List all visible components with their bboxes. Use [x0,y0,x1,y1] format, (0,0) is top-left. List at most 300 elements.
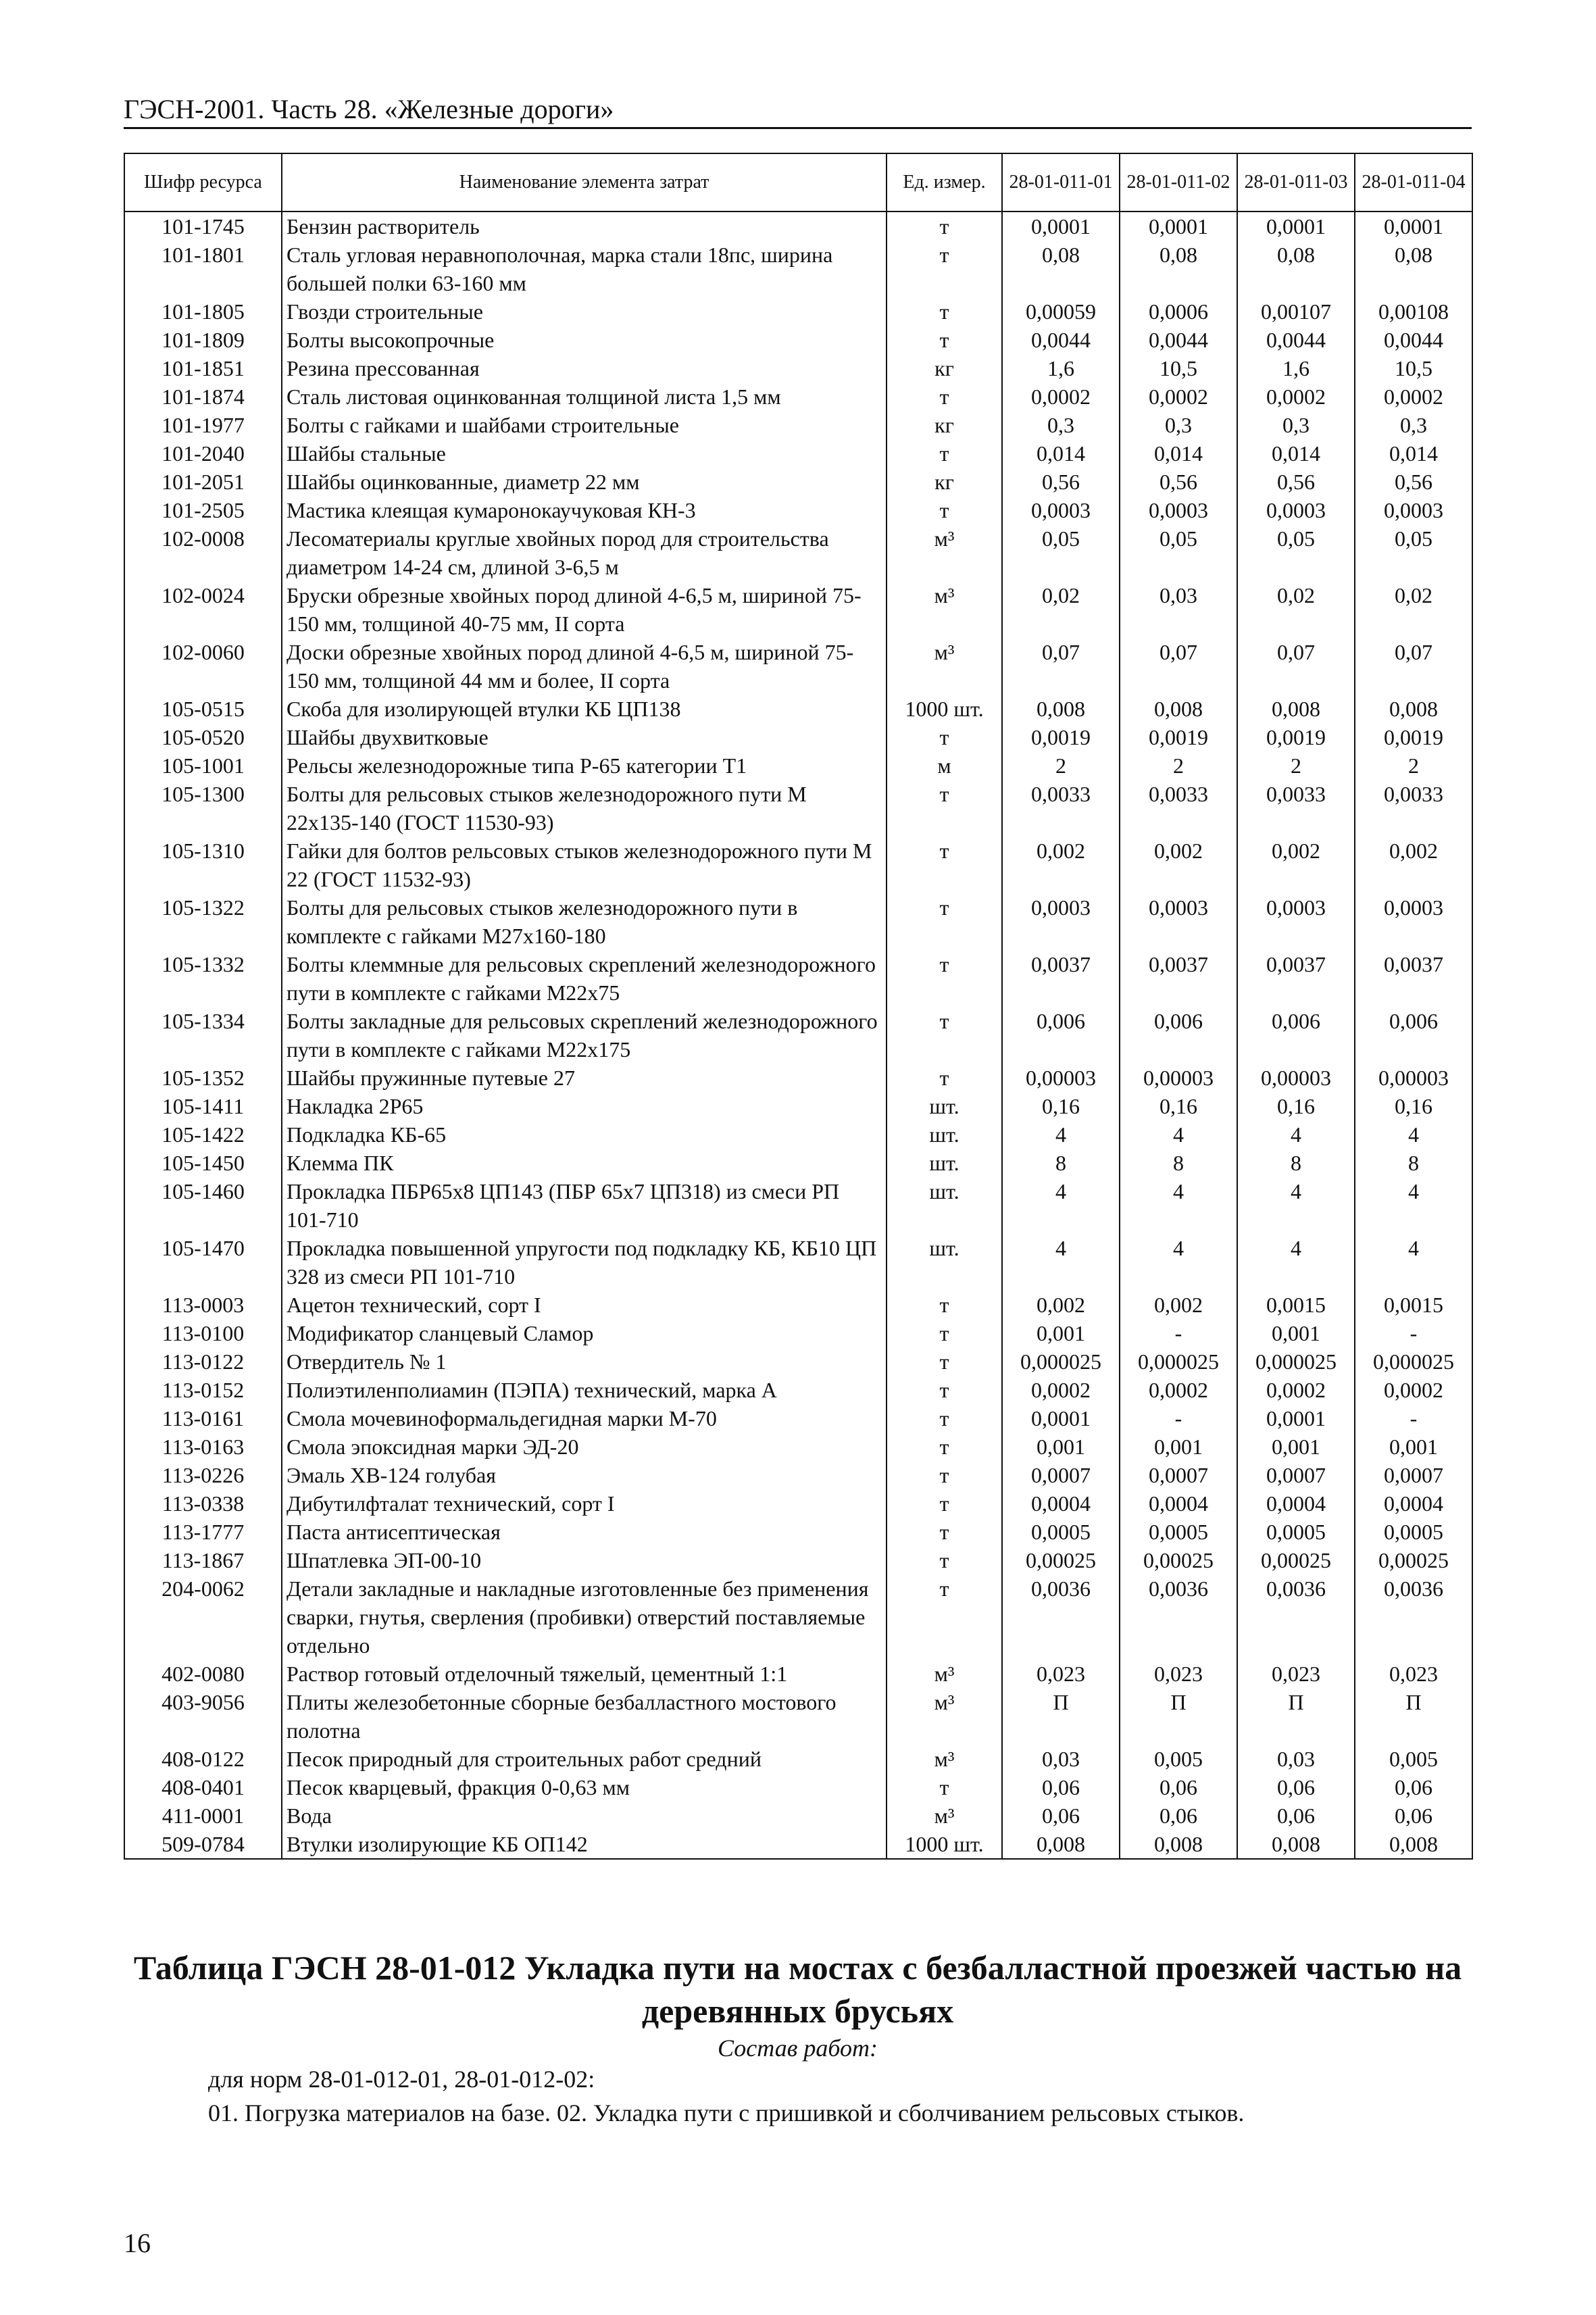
resource-value: 0,03 [1120,581,1237,638]
resource-value: 0,0004 [1120,1489,1237,1518]
resource-name: Резина прессованная [282,354,887,382]
page-number: 16 [124,2228,151,2258]
resource-value: 4 [1237,1177,1355,1234]
resource-name: Шайбы оцинкованные, диаметр 22 мм [282,468,887,496]
section-norms: для норм 28-01-012-01, 28-01-012-02: [208,2066,595,2093]
resource-unit: шт. [887,1120,1002,1149]
resource-value: 0,3 [1002,411,1120,439]
resource-value: 0,002 [1002,837,1120,893]
resource-value: 0,06 [1237,1801,1355,1830]
resource-name: Накладка 2Р65 [282,1092,887,1120]
table-row [124,1404,1472,1433]
resource-name: Болты для рельсовых стыков железнодорожного пути в комплекте с гайками М27х160-180 [282,893,887,950]
resource-value: 8 [1355,1149,1472,1177]
resource-code: 102-0024 [124,581,282,638]
resource-value: 0,0002 [1355,1376,1472,1404]
resource-value: 8 [1002,1149,1120,1177]
table-row [124,1773,1472,1801]
table-row [124,695,1472,723]
resource-value: 0,0036 [1237,1574,1355,1660]
table-row [124,1801,1472,1830]
resource-value: 2 [1237,751,1355,780]
resource-unit: м [887,751,1002,780]
resource-unit: т [887,1518,1002,1546]
resource-unit: м³ [887,1801,1002,1830]
resource-unit: м³ [887,1660,1002,1688]
resource-value: 0,006 [1355,1007,1472,1064]
resource-value: 0,06 [1237,1773,1355,1801]
resource-code: 113-0163 [124,1433,282,1461]
resource-value: - [1355,1319,1472,1347]
resource-name: Прокладка повышенной упругости под подкладку КБ, КБ10 ЦП 328 из смеси РП 101-710 [282,1234,887,1291]
resource-value: 0,0036 [1002,1574,1120,1660]
resource-name: Шайбы стальные [282,439,887,468]
table-row [124,1120,1472,1149]
resource-unit: т [887,837,1002,893]
resource-value: 0,0019 [1002,723,1120,751]
resource-unit: т [887,1433,1002,1461]
resources-table [124,153,1473,1860]
resource-unit: 1000 шт. [887,695,1002,723]
resource-value: 4 [1002,1177,1120,1234]
resource-value: 0,008 [1355,1830,1472,1859]
resource-code: 105-1460 [124,1177,282,1234]
resource-value: 0,0002 [1355,382,1472,411]
resource-value: 0,008 [1120,695,1237,723]
resource-code: 105-1322 [124,893,282,950]
resource-name: Сталь угловая неравнополочная, марка стали 18пс, ширина большей полки 63-160 мм [282,241,887,297]
resource-code: 113-0161 [124,1404,282,1433]
resource-value: 0,005 [1120,1745,1237,1773]
resource-value: 0,0003 [1237,893,1355,950]
resource-name: Раствор готовый отделочный тяжелый, цементный 1:1 [282,1660,887,1688]
resource-value: 0,3 [1120,411,1237,439]
resource-value: 0,16 [1002,1092,1120,1120]
table-row [124,1546,1472,1574]
resource-code: 408-0401 [124,1773,282,1801]
section-title: Таблица ГЭСН 28-01-012 Укладка пути на мостах с безбалластной проезжей частью на деревянных брусьях [133,1949,1462,2030]
resource-value: - [1120,1319,1237,1347]
resource-value: 0,0044 [1237,326,1355,354]
resource-unit: т [887,439,1002,468]
table-row [124,468,1472,496]
resource-value: 0,008 [1120,1830,1237,1859]
resource-value: П [1355,1688,1472,1745]
resource-value: 0,001 [1002,1319,1120,1347]
resource-name: Ацетон технический, сорт I [282,1291,887,1319]
resource-name: Рельсы железнодорожные типа Р-65 категории Т1 [282,751,887,780]
resource-value: 4 [1237,1234,1355,1291]
resource-value: 0,02 [1237,581,1355,638]
resource-value: 0,0003 [1120,496,1237,524]
resource-code: 113-0152 [124,1376,282,1404]
resource-value: 0,02 [1002,581,1120,638]
resource-value: 0,002 [1120,1291,1237,1319]
table-row [124,1433,1472,1461]
resource-value: 0,00003 [1355,1064,1472,1092]
resource-code: 113-0122 [124,1347,282,1376]
resource-value: 0,002 [1120,837,1237,893]
resource-unit: т [887,1319,1002,1347]
table-row [124,837,1472,893]
resource-value: 0,0003 [1002,893,1120,950]
resource-code: 105-0515 [124,695,282,723]
table-row [124,211,1472,241]
resource-code: 204-0062 [124,1574,282,1660]
resource-name: Болты закладные для рельсовых скреплений железнодорожного пути в комплекте с гайками М22х175 [282,1007,887,1064]
col-header-v3: 28-01-011-03 [1237,153,1355,211]
resource-value: 0,000025 [1355,1347,1472,1376]
resource-code: 113-1777 [124,1518,282,1546]
resource-value: 0,0015 [1237,1291,1355,1319]
resource-unit: т [887,780,1002,837]
col-header-v1: 28-01-011-01 [1002,153,1120,211]
resource-name: Мастика клеящая кумаронокаучуковая КН-3 [282,496,887,524]
resource-value: 0,008 [1002,1830,1120,1859]
resource-value: 0,06 [1355,1801,1472,1830]
table-row [124,524,1472,581]
resource-unit: т [887,893,1002,950]
resource-value: 0,16 [1120,1092,1237,1120]
resource-unit: м³ [887,638,1002,695]
resource-value: 0,07 [1237,638,1355,695]
resource-code: 105-1411 [124,1092,282,1120]
resource-value: 0,0037 [1002,950,1120,1007]
resource-code: 105-1352 [124,1064,282,1092]
resource-value: - [1355,1404,1472,1433]
resource-unit: кг [887,411,1002,439]
resource-value: 0,0002 [1237,382,1355,411]
resource-value: 0,00003 [1120,1064,1237,1092]
resource-value: 0,0004 [1237,1489,1355,1518]
table-row [124,1177,1472,1234]
header-rule [124,127,1472,129]
resource-code: 105-1470 [124,1234,282,1291]
resource-value: 0,0019 [1120,723,1237,751]
resource-name: Паста антисептическая [282,1518,887,1546]
resource-value: 0,07 [1355,638,1472,695]
col-header-v2: 28-01-011-02 [1120,153,1237,211]
resource-code: 105-1422 [124,1120,282,1149]
resource-value: 0,008 [1237,695,1355,723]
resource-unit: т [887,1007,1002,1064]
resource-value: 10,5 [1355,354,1472,382]
resource-value: 0,00059 [1002,297,1120,326]
resource-value: 0,0019 [1355,723,1472,751]
resource-value: 0,0005 [1355,1518,1472,1546]
resource-code: 105-1332 [124,950,282,1007]
resource-name: Детали закладные и накладные изготовленные без применения сварки, гнутья, сверления (пробивки) отверстий поставляемые отдельно [282,1574,887,1660]
table-row [124,1376,1472,1404]
resource-code: 509-0784 [124,1830,282,1859]
table-header-row [124,153,1472,211]
resource-value: 0,08 [1120,241,1237,297]
col-header-unit: Ед. измер. [887,153,1002,211]
resource-value: 0,07 [1120,638,1237,695]
resource-value: 0,08 [1355,241,1472,297]
table-row [124,1149,1472,1177]
table-row [124,1518,1472,1546]
resource-code: 101-1805 [124,297,282,326]
resource-value: 0,0003 [1002,496,1120,524]
table-row [124,241,1472,297]
resource-unit: 1000 шт. [887,1830,1002,1859]
resource-name: Песок природный для строительных работ средний [282,1745,887,1773]
resource-unit: кг [887,468,1002,496]
resource-unit: м³ [887,524,1002,581]
resource-value: 0,008 [1002,695,1120,723]
resource-name: Болты клеммные для рельсовых скреплений железнодорожного пути в комплекте с гайками М22х75 [282,950,887,1007]
resource-name: Болты для рельсовых стыков железнодорожного пути М 22х135-140 (ГОСТ 11530-93) [282,780,887,837]
resource-code: 101-1809 [124,326,282,354]
resource-code: 101-1977 [124,411,282,439]
table-row [124,326,1472,354]
resource-name: Полиэтиленполиамин (ПЭПА) технический, марка А [282,1376,887,1404]
resource-value: 0,0044 [1120,326,1237,354]
table-row [124,1092,1472,1120]
table-row [124,354,1472,382]
resource-code: 101-1801 [124,241,282,297]
resource-name: Шайбы двухвитковые [282,723,887,751]
resource-value: 0,16 [1237,1092,1355,1120]
table-row [124,950,1472,1007]
resource-code: 113-0003 [124,1291,282,1319]
table-row [124,1660,1472,1688]
resource-name: Шпатлевка ЭП-00-10 [282,1546,887,1574]
resource-value: 0,001 [1237,1433,1355,1461]
table-row [124,1461,1472,1489]
table-row [124,496,1472,524]
resource-value: 0,000025 [1002,1347,1120,1376]
resource-code: 101-1874 [124,382,282,411]
table-row [124,382,1472,411]
table-row [124,780,1472,837]
resource-value: 2 [1002,751,1120,780]
resource-value: 0,0001 [1120,211,1237,241]
resource-value: 0,0004 [1002,1489,1120,1518]
resource-unit: шт. [887,1149,1002,1177]
resource-value: 4 [1120,1234,1237,1291]
resource-unit: т [887,950,1002,1007]
resource-value: 0,06 [1355,1773,1472,1801]
resource-unit: кг [887,354,1002,382]
resource-value: 0,06 [1120,1773,1237,1801]
col-header-name: Наименование элемента затрат [282,153,887,211]
resource-code: 105-1334 [124,1007,282,1064]
resource-name: Гвозди строительные [282,297,887,326]
resource-value: 0,002 [1355,837,1472,893]
resource-value: 0,023 [1355,1660,1472,1688]
resource-value: 0,0044 [1002,326,1120,354]
resource-code: 101-1745 [124,211,282,241]
resource-value: 0,0003 [1120,893,1237,950]
resource-value: 0,0007 [1355,1461,1472,1489]
resource-value: 0,0036 [1120,1574,1237,1660]
resource-value: 4 [1120,1177,1237,1234]
resource-code: 105-1450 [124,1149,282,1177]
resource-name: Дибутилфталат технический, сорт I [282,1489,887,1518]
resource-code: 101-2505 [124,496,282,524]
resource-unit: м³ [887,1745,1002,1773]
resource-value: 0,023 [1237,1660,1355,1688]
resource-value: 0,0002 [1002,1376,1120,1404]
resource-unit: т [887,297,1002,326]
resource-value: 0,00025 [1002,1546,1120,1574]
resource-code: 101-2040 [124,439,282,468]
resource-value: 1,6 [1002,354,1120,382]
resource-value: 0,3 [1237,411,1355,439]
resource-name: Болты с гайками и шайбами строительные [282,411,887,439]
resource-value: 0,00025 [1237,1546,1355,1574]
resource-code: 113-0100 [124,1319,282,1347]
resource-value: 0,56 [1002,468,1120,496]
resource-name: Подкладка КБ-65 [282,1120,887,1149]
resource-value: 0,014 [1237,439,1355,468]
resource-unit: т [887,241,1002,297]
col-header-v4: 28-01-011-04 [1355,153,1472,211]
resource-value: 0,0003 [1237,496,1355,524]
resource-value: - [1120,1404,1237,1433]
resource-unit: т [887,1574,1002,1660]
resource-value: 0,0007 [1237,1461,1355,1489]
resource-value: 0,0007 [1120,1461,1237,1489]
resource-code: 101-1851 [124,354,282,382]
resource-value: 8 [1120,1149,1237,1177]
table-row [124,1574,1472,1660]
resource-value: 4 [1120,1120,1237,1149]
resource-value: 10,5 [1120,354,1237,382]
resource-value: 0,014 [1355,439,1472,468]
resource-name: Лесоматериалы круглые хвойных пород для строительства диаметром 14-24 см, длиной 3-6,5 м [282,524,887,581]
resource-value: 8 [1237,1149,1355,1177]
table-row [124,411,1472,439]
resource-code: 105-1310 [124,837,282,893]
table-row [124,638,1472,695]
resource-value: 0,005 [1355,1745,1472,1773]
table-row [124,1064,1472,1092]
resource-value: 0,0019 [1237,723,1355,751]
resource-value: 0,05 [1355,524,1472,581]
resource-value: 0,0005 [1237,1518,1355,1546]
resource-value: 0,0002 [1120,1376,1237,1404]
resource-value: 0,000025 [1237,1347,1355,1376]
resource-value: П [1002,1688,1120,1745]
resource-value: 4 [1002,1234,1120,1291]
resource-value: 0,0015 [1355,1291,1472,1319]
resource-value: 0,56 [1355,468,1472,496]
section-subtitle: Состав работ: [718,2035,878,2062]
resource-code: 403-9056 [124,1688,282,1745]
resource-value: 0,06 [1002,1773,1120,1801]
resource-name: Плиты железобетонные сборные безбалластного мостового полотна [282,1688,887,1745]
resource-unit: шт. [887,1092,1002,1120]
resource-value: 0,008 [1355,695,1472,723]
resource-value: 0,001 [1002,1433,1120,1461]
resource-value: 0,008 [1237,1830,1355,1859]
col-header-code: Шифр ресурса [124,153,282,211]
resource-value: 0,0004 [1355,1489,1472,1518]
resource-code: 113-0338 [124,1489,282,1518]
resource-value: 4 [1237,1120,1355,1149]
resource-code: 102-0008 [124,524,282,581]
resource-code: 113-1867 [124,1546,282,1574]
table-row [124,1234,1472,1291]
resource-value: 0,0002 [1002,382,1120,411]
resource-unit: м³ [887,1688,1002,1745]
table-row [124,581,1472,638]
resource-value: 0,06 [1120,1801,1237,1830]
resource-value: 0,006 [1002,1007,1120,1064]
resource-name: Смола эпоксидная марки ЭД-20 [282,1433,887,1461]
resource-name: Прокладка ПБР65х8 ЦП143 (ПБР 65х7 ЦП318) из смеси РП 101-710 [282,1177,887,1234]
resource-value: 0,002 [1237,837,1355,893]
resource-name: Втулки изолирующие КБ ОП142 [282,1830,887,1859]
resource-code: 102-0060 [124,638,282,695]
resource-value: 0,0003 [1355,496,1472,524]
resource-value: 0,000025 [1120,1347,1237,1376]
resource-value: 4 [1355,1120,1472,1149]
resource-unit: т [887,1461,1002,1489]
resource-value: 0,0002 [1237,1376,1355,1404]
resource-unit: т [887,326,1002,354]
resource-unit: т [887,382,1002,411]
resource-value: 0,0001 [1355,211,1472,241]
resource-value: 0,07 [1002,638,1120,695]
resource-value: 0,03 [1237,1745,1355,1773]
resource-name: Эмаль ХВ-124 голубая [282,1461,887,1489]
resource-value: 0,023 [1120,1660,1237,1688]
resource-name: Клемма ПК [282,1149,887,1177]
resource-unit: т [887,1773,1002,1801]
resource-value: 0,06 [1002,1801,1120,1830]
resource-name: Бруски обрезные хвойных пород длиной 4-6,5 м, шириной 75-150 мм, толщиной 40-75 мм, II сорта [282,581,887,638]
resource-value: 0,0001 [1237,211,1355,241]
resource-unit: т [887,1404,1002,1433]
resource-code: 411-0001 [124,1801,282,1830]
resource-value: 4 [1355,1177,1472,1234]
table-row [124,751,1472,780]
table-row [124,1291,1472,1319]
resource-value: 0,014 [1120,439,1237,468]
resource-code: 101-2051 [124,468,282,496]
table-row [124,1830,1472,1859]
resource-unit: т [887,211,1002,241]
resource-value: 0,0007 [1002,1461,1120,1489]
resource-unit: шт. [887,1177,1002,1234]
resource-value: 0,02 [1355,581,1472,638]
resource-value: П [1120,1688,1237,1745]
resource-name: Шайбы пружинные путевые 27 [282,1064,887,1092]
table-row [124,1688,1472,1745]
resource-value: 0,00025 [1120,1546,1237,1574]
resource-name: Модификатор сланцевый Сламор [282,1319,887,1347]
resource-unit: т [887,1546,1002,1574]
resource-value: 0,006 [1237,1007,1355,1064]
resource-value: 0,0005 [1002,1518,1120,1546]
resource-unit: т [887,1064,1002,1092]
resource-value: 1,6 [1237,354,1355,382]
table-row [124,723,1472,751]
resource-value: 0,001 [1120,1433,1237,1461]
resource-value: 0,00003 [1237,1064,1355,1092]
resource-value: 0,0037 [1237,950,1355,1007]
resource-value: 0,00108 [1355,297,1472,326]
table-row [124,297,1472,326]
resource-value: 0,05 [1120,524,1237,581]
resource-name: Отвердитель № 1 [282,1347,887,1376]
resource-value: 0,0033 [1237,780,1355,837]
resource-value: 0,0044 [1355,326,1472,354]
